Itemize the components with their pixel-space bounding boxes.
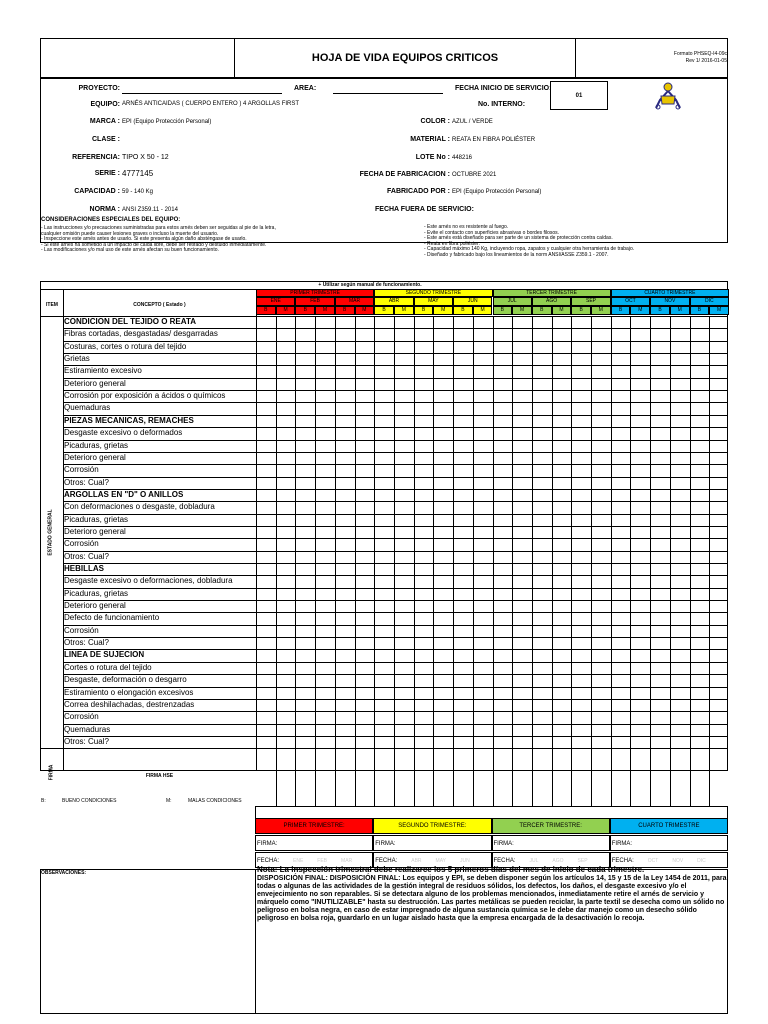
area-field[interactable]	[333, 93, 443, 94]
signoff-top-border	[255, 806, 728, 818]
concept-row: Otros: Cual?	[64, 551, 109, 561]
month-header: NOV	[650, 297, 689, 306]
condition-subheader: M	[315, 306, 335, 315]
consideration-line: - Las instrucciones y/o precauciones suministradas para estos arnés deben ser seguidas al pie de la letra,	[41, 225, 276, 231]
condition-subheader: B	[256, 306, 276, 315]
concept-row: Corrosión	[64, 465, 99, 475]
equipo-label: EQUIPO:	[90, 101, 120, 108]
condition-subheader: B	[295, 306, 315, 315]
consideration-line: - Inspeccione este arnés antes de usarlo. Si este presenta algún daño absténgase de usarlo.	[41, 236, 247, 243]
firma-side-label: FIRMA	[48, 764, 55, 781]
condition-subheader: M	[670, 306, 690, 315]
condition-subheader: M	[709, 306, 729, 315]
month-header: DIC	[690, 297, 729, 306]
referencia-label: REFERENCIA:	[72, 154, 120, 161]
concept-row: Corrosión	[64, 712, 99, 722]
concept-row: Fibras cortadas, desgastadas/ desgarradas	[64, 329, 218, 339]
grid-line	[493, 748, 494, 770]
legend-m: M:	[166, 798, 172, 804]
consideration-line: cualquier omisión puede causer lesiones graves o incluso la muerte del usuario.	[41, 230, 219, 237]
page-title: HOJA DE VIDA EQUIPOS CRITICOS	[311, 52, 499, 64]
concept-row: Picaduras, grietas	[64, 514, 129, 524]
month-header: AGO	[532, 297, 571, 306]
concept-row: Otros: Cual?	[64, 477, 109, 487]
grid-line	[41, 748, 727, 749]
signoff-month-hint: JUN	[460, 858, 470, 864]
month-header: MAR	[335, 297, 374, 306]
header-right-divider	[575, 38, 576, 78]
fabricado-value: EPI (Equipo Protección Personal)	[452, 189, 542, 195]
marca-value: EPI (Equipo Protección Personal)	[122, 119, 212, 125]
color-label: COLOR :	[420, 118, 450, 125]
signoff-month-hint: AGO	[552, 858, 564, 864]
concept-row: Corrosión por exposición a ácidos o químicos	[64, 391, 226, 401]
observaciones-label: OBSERVACIONES:	[41, 870, 87, 876]
concept-row: Corrosión	[64, 539, 99, 549]
signoff-firma-field[interactable]: FIRMA:	[610, 835, 728, 851]
signoff-fecha-label: FECHA:	[375, 858, 398, 864]
concept-row: Desgaste excesivo o deformaciones, dobladura	[64, 576, 233, 586]
month-header: OCT	[611, 297, 650, 306]
concept-row: Estiramiento o elongación excesivos	[64, 687, 194, 697]
grid-line	[256, 748, 257, 770]
condition-subheader: B	[611, 306, 631, 315]
concept-row: Deterioro general	[64, 526, 126, 536]
signoff-month-hint: NOV	[672, 858, 684, 864]
concept-row: Desgaste, deformación o desgarro	[64, 675, 187, 685]
clase-label: CLASE :	[92, 136, 120, 143]
referencia-value: TIPO X 50 - 12	[122, 154, 169, 161]
concept-row: Cortes o rotura del tejido	[64, 662, 152, 672]
concept-row: Con deformaciones o desgaste, dobladura	[64, 502, 215, 512]
consideration-line: - Diseñado y fabricado bajo los lineamientos de la norm ANSI/ASSE Z359.1 - 2007.	[424, 251, 609, 258]
lote-label: LOTE No :	[415, 154, 450, 161]
concept-row: Deterioro general	[64, 378, 126, 388]
condition-subheader: B	[453, 306, 473, 315]
proyecto-label: PROYECTO:	[78, 85, 120, 92]
consideration-line: - Reata en fibra poliéster.	[424, 240, 480, 247]
nota-text: Nota: La inspección trimestral debe realizarce los 5 primeros días del mes de inicio de cada trimestre.	[257, 865, 645, 874]
condition-subheader: B	[335, 306, 355, 315]
signoff-month-hint: JUL	[529, 858, 539, 864]
condition-subheader: B	[414, 306, 434, 315]
condition-subheader: B	[690, 306, 710, 315]
considerations-right	[424, 225, 724, 259]
concept-row: Estiramiento excesivo	[64, 366, 142, 376]
condition-subheader: B	[532, 306, 552, 315]
legend-b: B:	[41, 798, 46, 804]
grid-line	[611, 748, 612, 770]
grid-line	[41, 289, 727, 290]
fecha-inicio-label: FECHA INICIO DE SERVICIO:	[455, 85, 552, 92]
harness-icon	[648, 80, 688, 112]
signoff-fecha-label: FECHA:	[257, 858, 280, 864]
fabricado-label: FABRICADO POR :	[387, 188, 450, 195]
observaciones-divider	[255, 869, 256, 1014]
fecha-fuera-label: FECHA FUERA DE SERVICIO:	[375, 206, 474, 213]
material-label: MATERIAL :	[410, 136, 450, 143]
signoff-month-hint: ABR	[411, 858, 422, 864]
concept-header: CONCEPTO ( Estado )	[133, 302, 186, 308]
month-header: MAY	[414, 297, 453, 306]
signoff-firma-field[interactable]: FIRMA:	[255, 835, 373, 851]
condition-subheader: B	[374, 306, 394, 315]
signoff-firma-field[interactable]: FIRMA:	[492, 835, 610, 851]
consideration-line: - Si este arnés ha sometido a un impacto de caída libre, debe ser retirado y destuido inmediatamente.	[41, 241, 267, 248]
concept-row: Defecto de funcionamiento	[64, 613, 160, 623]
area-label: AREA:	[294, 85, 317, 92]
month-header: SEP	[571, 297, 610, 306]
condition-subheader: M	[591, 306, 611, 315]
lote-value: 448216	[452, 155, 473, 161]
concept-row: Deterioro general	[64, 452, 126, 462]
inspection-grid	[40, 281, 728, 781]
concept-row: Quemaduras	[64, 403, 111, 413]
grid-line	[414, 748, 415, 770]
grid-line	[374, 748, 375, 770]
section-heading: PIEZAS MECANICAS, REMACHES	[64, 415, 194, 425]
consideration-line: - Este arnés está diseñado para ser parte de un sistema de protección contra caídas.	[424, 235, 613, 242]
concept-row: Otros: Cual?	[64, 638, 109, 648]
concept-row: Correa deshilachadas, destrenzadas	[64, 699, 195, 709]
concept-row: Corrosión	[64, 625, 99, 635]
concept-row: Deterioro general	[64, 601, 126, 611]
fecha-fab-label: FECHA DE FABRICACION :	[359, 171, 450, 178]
condition-subheader: B	[571, 306, 591, 315]
material-value: REATA EN FIBRA POLIÉSTER	[452, 137, 536, 143]
concept-row: Picaduras, grietas	[64, 440, 129, 450]
condition-subheader: M	[355, 306, 375, 315]
month-header: JUN	[453, 297, 492, 306]
considerations-title: CONSIDERACIONES ESPECIALES DEL EQUIPO:	[41, 217, 181, 223]
section-heading: LINEA DE SUJECION	[64, 650, 145, 660]
condition-subheader: B	[650, 306, 670, 315]
revision: Rev 1/ 2016-01-05	[685, 58, 727, 64]
condition-subheader: M	[394, 306, 414, 315]
signoff-month-hint: ENE	[293, 858, 304, 864]
grid-line	[453, 748, 454, 770]
condition-subheader: B	[493, 306, 513, 315]
concept-row: Quemaduras	[64, 724, 111, 734]
quarter-header: SEGUNDO TRIMESTRE	[374, 289, 492, 297]
condition-subheader: M	[433, 306, 453, 315]
no-interno-label: No. INTERNO:	[478, 101, 526, 108]
condition-subheader: M	[473, 306, 493, 315]
consideration-line: - Este arnés no es resistente al fuego.	[424, 224, 509, 230]
quarter-header: PRIMER TRIMESTRE	[256, 289, 374, 297]
signoff-month-hint: FEB	[317, 858, 328, 864]
no-interno-value: 01	[575, 93, 583, 99]
month-header: FEB	[295, 297, 334, 306]
signoff-table	[255, 818, 728, 868]
fecha-fab-value: OCTUBRE 2021	[452, 172, 497, 178]
legend-m-text: MALAS CONDICIONES	[188, 798, 242, 804]
month-header: JUL	[493, 297, 532, 306]
signoff-quarter-header: PRIMER TRIMESTRE:	[255, 818, 373, 834]
format-code: Formato PHSEQ-I4-09c	[673, 51, 727, 57]
serie-value: 4777145	[122, 169, 154, 178]
signoff-fecha-label: FECHA:	[493, 858, 516, 864]
consideration-line: - Las modificaciones y/o mal uso de este arnés afectan su buen funcionamiento.	[41, 247, 219, 254]
serie-label: SERIE :	[94, 170, 120, 177]
considerations-left	[41, 226, 381, 254]
quarter-header: TERCER TRIMESTRE	[493, 289, 611, 297]
signoff-quarter-header: CUARTO TRIMESTRE	[610, 818, 728, 834]
condition-subheader: M	[552, 306, 572, 315]
month-header: ABR	[374, 297, 413, 306]
consideration-line: - Evite el contacto con superficies abrasivas o bordes filosos.	[424, 229, 560, 236]
capacidad-value: 59 - 140 Kg	[122, 189, 154, 195]
signoff-month-hint: OCT	[647, 858, 659, 864]
color-value: AZUL / VERDE	[452, 119, 493, 125]
signoff-firma-field[interactable]: FIRMA:	[373, 835, 491, 851]
grid-line	[690, 748, 691, 770]
grid-line	[335, 748, 336, 770]
grid-line	[532, 748, 533, 770]
capacidad-label: CAPACIDAD :	[74, 188, 120, 195]
marca-label: MARCA :	[89, 118, 120, 125]
usage-note: + Utilizar según manual de funcionamiento.	[318, 282, 422, 288]
concept-row: Costuras, cortes o rotura del tejido	[64, 341, 187, 351]
legend-b-text: BUENO CONDICIONES	[62, 798, 117, 804]
signoff-quarter-header: SEGUNDO TRIMESTRE:	[373, 818, 491, 834]
concept-row: Grietas	[64, 354, 90, 364]
condition-subheader: M	[276, 306, 296, 315]
concept-row: Desgaste excesivo o deformados	[64, 428, 183, 438]
section-heading: ARGOLLAS EN "D" O ANILLOS	[64, 489, 184, 499]
grid-line	[650, 748, 651, 770]
month-header: ENE	[256, 297, 295, 306]
condition-subheader: M	[512, 306, 532, 315]
condition-subheader: M	[630, 306, 650, 315]
signoff-month-hint: SEP	[577, 858, 588, 864]
norma-value: ANSI Z359.11 - 2014	[122, 207, 178, 213]
signoff-month-hint: DIC	[697, 858, 706, 864]
item-header: ITEM	[46, 302, 58, 308]
signoff-quarter-header: TERCER TRIMESTRE:	[492, 818, 610, 834]
signoff-month-hint: MAR	[341, 858, 353, 864]
concept-row: Otros: Cual?	[64, 736, 109, 746]
disposicion-text: DISPOSICIÓN FINAL: DISPOSICIÓN FINAL: Los equipos y EPI, se deben disponer según los artículos 14, 15 y 15 de la Ley 1454 de 2011, para todas o algunas de las actividades de la gestión integral de residuos sólidos, los defectos, los daños, el desgaste excesivo y/o el envejecimiento no son reparables. Si se detectara alguno de los problemas mencionados, inmediatamente retire el arnés de servicio y márquelo como "INUTILIZABLE" hasta su destrucción. Las partes metálicas se pueden reciclar, la parte textil se desecha como un sólido no peligroso en bolsa negra, en caso de estar impregnado de alguna sustancia química se le debe dar manejo como un desecho sólido peligroso en bolsa roja, guardarlo en un lugar aislado hasta que la empresa encargada de la desactivación lo recoja.	[257, 875, 727, 923]
consideration-line: - Capacidad máximo 140 Kg, incluyendo ropa, zapatos y cualquier otra herramienta de trabajo.	[424, 246, 635, 253]
equipo-value: ARNÉS ANTICAIDAS ( CUERPO ENTERO ) 4 ARGOLLAS FIRST	[122, 101, 300, 107]
side-label: ESTADO GENERAL	[47, 509, 54, 556]
signoff-month-hint: MAY	[435, 858, 447, 864]
section-heading: HEBILLAS	[64, 564, 104, 573]
signoff-fecha-label: FECHA:	[611, 858, 634, 864]
section-heading: CONDICION DEL TEJIDO O REATA	[64, 317, 197, 326]
concept-row: Picaduras, grietas	[64, 588, 129, 598]
grid-line	[295, 748, 296, 770]
firma-hse-label: FIRMA HSE	[145, 773, 174, 780]
norma-label: NORMA :	[89, 206, 120, 213]
grid-line	[571, 748, 572, 770]
proyecto-field[interactable]	[122, 93, 282, 94]
quarter-header: CUARTO TRIMESTRE	[611, 289, 729, 297]
